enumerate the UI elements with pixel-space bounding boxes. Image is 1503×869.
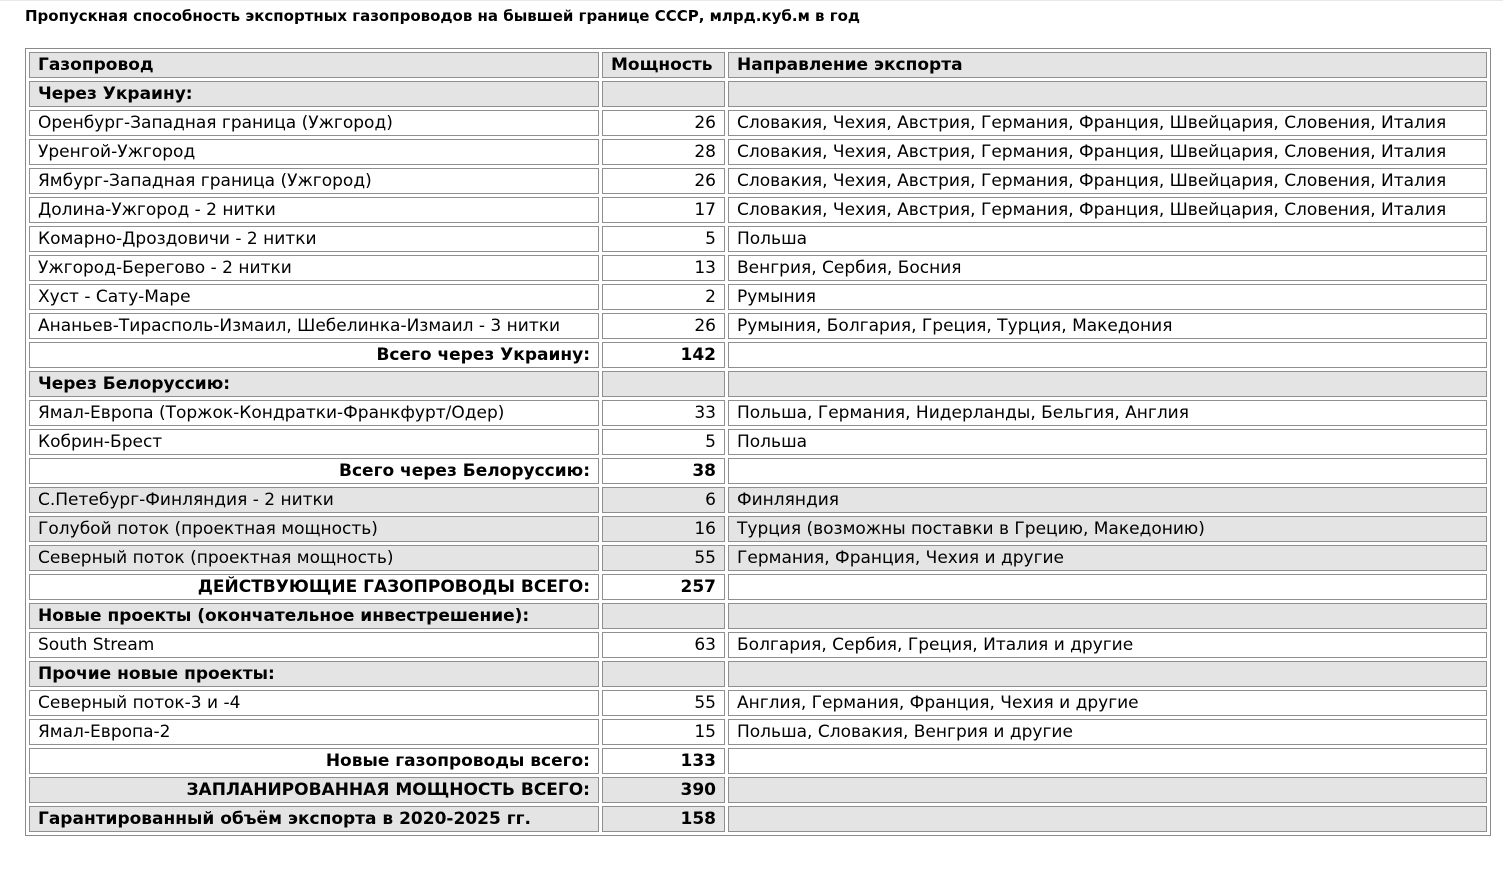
total-value: 38 [602,458,725,484]
pipeline-direction: Англия, Германия, Франция, Чехия и другие [728,690,1487,716]
header-direction: Направление экспорта [728,52,1487,78]
pipeline-direction: Польша, Словакия, Венгрия и другие [728,719,1487,745]
table-row [29,284,1487,310]
table-row [29,487,1487,513]
total-value: 158 [602,806,725,832]
table-row [29,545,1487,571]
total-label: ЗАПЛАНИРОВАННАЯ МОЩНОСТЬ ВСЕГО: [29,777,599,803]
total-value: 142 [602,342,725,368]
table-row [29,139,1487,165]
total-row-belarus [29,458,1487,484]
pipeline-name: Уренгой-Ужгород [29,139,599,165]
table-row [29,226,1487,252]
pipeline-name: Северный поток-3 и -4 [29,690,599,716]
empty-cell [602,661,725,687]
pipeline-name: Ананьев-Тирасполь-Измаил, Шебелинка-Измаил - 3 нитки [29,313,599,339]
section-row-ukraine [29,81,1487,107]
pipeline-capacity: 33 [602,400,725,426]
total-value: 390 [602,777,725,803]
pipeline-direction: Польша [728,226,1487,252]
table-header-row [29,52,1487,78]
total-row-planned [29,777,1487,803]
table-row [29,516,1487,542]
pipeline-name: Оренбург-Западная граница (Ужгород) [29,110,599,136]
pipeline-name: Северный поток (проектная мощность) [29,545,599,571]
pipeline-direction: Венгрия, Сербия, Босния [728,255,1487,281]
table-row [29,400,1487,426]
pipeline-name: Голубой поток (проектная мощность) [29,516,599,542]
pipelines-table [25,48,1491,836]
pipeline-name: Кобрин-Брест [29,429,599,455]
empty-cell [728,371,1487,397]
empty-cell [728,81,1487,107]
pipeline-direction: Румыния, Болгария, Греция, Турция, Македония [728,313,1487,339]
table-row [29,197,1487,223]
pipeline-name: South Stream [29,632,599,658]
section-label: Новые проекты (окончательное инвестрешение): [29,603,599,629]
pipeline-capacity: 5 [602,429,725,455]
pipeline-direction: Словакия, Чехия, Австрия, Германия, Франция, Швейцария, Словения, Италия [728,139,1487,165]
table-row [29,690,1487,716]
header-pipeline: Газопровод [29,52,599,78]
empty-cell [728,748,1487,774]
total-value: 257 [602,574,725,600]
pipeline-name: С.Петебург-Финляндия - 2 нитки [29,487,599,513]
table-row [29,110,1487,136]
empty-cell [728,458,1487,484]
section-row-new-projects [29,603,1487,629]
top-divider [0,0,1503,1]
table-row [29,255,1487,281]
empty-cell [728,777,1487,803]
total-row-operating [29,574,1487,600]
table-row [29,719,1487,745]
empty-cell [728,342,1487,368]
pipeline-name: Ужгород-Берегово - 2 нитки [29,255,599,281]
pipeline-direction: Польша, Германия, Нидерланды, Бельгия, Англия [728,400,1487,426]
pipeline-direction: Польша [728,429,1487,455]
empty-cell [728,574,1487,600]
pipeline-name: Долина-Ужгород - 2 нитки [29,197,599,223]
pipeline-capacity: 26 [602,313,725,339]
pipeline-name: Комарно-Дроздовичи - 2 нитки [29,226,599,252]
pipeline-capacity: 15 [602,719,725,745]
pipeline-name: Хуст - Сату-Маре [29,284,599,310]
pipeline-capacity: 16 [602,516,725,542]
total-row-new [29,748,1487,774]
pipeline-direction: Румыния [728,284,1487,310]
section-row-other-new [29,661,1487,687]
total-label: Всего через Белоруссию: [29,458,599,484]
pipeline-capacity: 5 [602,226,725,252]
total-row-ukraine [29,342,1487,368]
table-row [29,632,1487,658]
pipeline-direction: Финляндия [728,487,1487,513]
pipeline-direction: Турция (возможны поставки в Грецию, Македонию) [728,516,1487,542]
pipeline-direction: Словакия, Чехия, Австрия, Германия, Франция, Швейцария, Словения, Италия [728,197,1487,223]
total-label: Новые газопроводы всего: [29,748,599,774]
pipeline-capacity: 55 [602,690,725,716]
pipeline-direction: Германия, Франция, Чехия и другие [728,545,1487,571]
pipeline-direction: Словакия, Чехия, Австрия, Германия, Франция, Швейцария, Словения, Италия [728,110,1487,136]
total-label: ДЕЙСТВУЮЩИЕ ГАЗОПРОВОДЫ ВСЕГО: [29,574,599,600]
pipeline-capacity: 2 [602,284,725,310]
pipeline-name: Ямал-Европа (Торжок-Кондратки-Франкфурт/Одер) [29,400,599,426]
total-label: Гарантированный объём экспорта в 2020-2025 гг. [29,806,599,832]
pipeline-direction: Болгария, Сербия, Греция, Италия и другие [728,632,1487,658]
pipeline-capacity: 55 [602,545,725,571]
pipeline-capacity: 63 [602,632,725,658]
table-row [29,429,1487,455]
pipeline-name: Ямбург-Западная граница (Ужгород) [29,168,599,194]
empty-cell [602,603,725,629]
pipeline-direction: Словакия, Чехия, Австрия, Германия, Франция, Швейцария, Словения, Италия [728,168,1487,194]
pipeline-capacity: 26 [602,168,725,194]
table-row [29,168,1487,194]
empty-cell [602,81,725,107]
header-capacity: Мощность [602,52,725,78]
pipeline-capacity: 17 [602,197,725,223]
empty-cell [602,371,725,397]
table-row [29,313,1487,339]
total-value: 133 [602,748,725,774]
page-title: Пропускная способность экспортных газопроводов на бывшей границе СССР, млрд.куб.м в год [25,7,861,25]
empty-cell [728,806,1487,832]
empty-cell [728,603,1487,629]
pipeline-capacity: 13 [602,255,725,281]
total-label: Всего через Украину: [29,342,599,368]
pipeline-name: Ямал-Европа-2 [29,719,599,745]
section-label: Через Украину: [29,81,599,107]
section-label: Через Белоруссию: [29,371,599,397]
pipeline-capacity: 28 [602,139,725,165]
empty-cell [728,661,1487,687]
section-row-belarus [29,371,1487,397]
section-label: Прочие новые проекты: [29,661,599,687]
total-row-guaranteed [29,806,1487,832]
pipeline-capacity: 6 [602,487,725,513]
pipeline-capacity: 26 [602,110,725,136]
